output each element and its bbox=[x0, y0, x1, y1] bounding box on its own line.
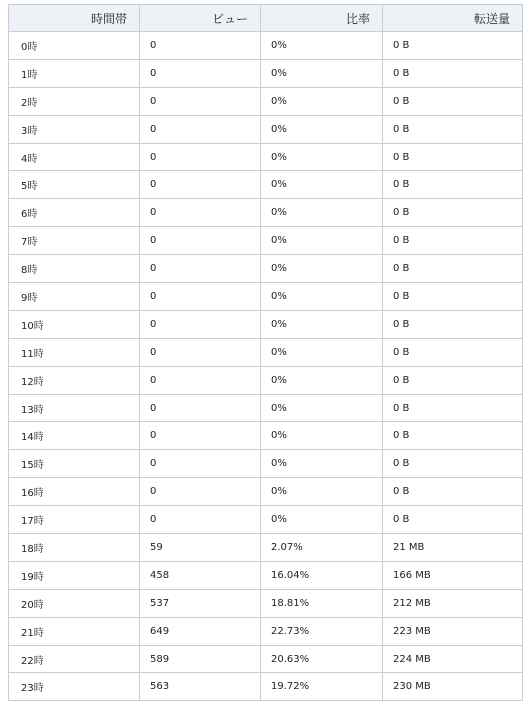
views-cell: 0 bbox=[140, 171, 261, 199]
transfer-cell: 0 B bbox=[383, 338, 523, 366]
transfer-cell: 0 B bbox=[383, 115, 523, 143]
hourly-stats-table bbox=[8, 4, 523, 701]
table-row bbox=[9, 310, 523, 338]
hour-cell: 15時 bbox=[9, 450, 140, 478]
views-cell: 0 bbox=[140, 115, 261, 143]
transfer-cell: 212 MB bbox=[383, 589, 523, 617]
hour-cell: 23時 bbox=[9, 673, 140, 701]
table-header bbox=[9, 5, 523, 32]
table-row bbox=[9, 143, 523, 171]
table-row bbox=[9, 283, 523, 311]
transfer-cell: 0 B bbox=[383, 366, 523, 394]
table-row bbox=[9, 422, 523, 450]
table-row bbox=[9, 478, 523, 506]
table-row bbox=[9, 534, 523, 562]
column-header-views: ビュー bbox=[140, 5, 261, 32]
table-row bbox=[9, 171, 523, 199]
ratio-cell: 16.04% bbox=[261, 561, 383, 589]
views-cell: 0 bbox=[140, 227, 261, 255]
views-cell: 0 bbox=[140, 283, 261, 311]
table-body bbox=[9, 32, 523, 701]
transfer-cell: 0 B bbox=[383, 283, 523, 311]
transfer-cell: 0 B bbox=[383, 478, 523, 506]
transfer-cell: 166 MB bbox=[383, 561, 523, 589]
hour-cell: 14時 bbox=[9, 422, 140, 450]
hour-cell: 11時 bbox=[9, 338, 140, 366]
transfer-cell: 223 MB bbox=[383, 617, 523, 645]
views-cell: 537 bbox=[140, 589, 261, 617]
transfer-cell: 0 B bbox=[383, 310, 523, 338]
transfer-cell: 21 MB bbox=[383, 534, 523, 562]
views-cell: 0 bbox=[140, 338, 261, 366]
views-cell: 0 bbox=[140, 199, 261, 227]
transfer-cell: 0 B bbox=[383, 422, 523, 450]
table-row bbox=[9, 589, 523, 617]
views-cell: 59 bbox=[140, 534, 261, 562]
views-cell: 0 bbox=[140, 478, 261, 506]
views-cell: 589 bbox=[140, 645, 261, 673]
views-cell: 563 bbox=[140, 673, 261, 701]
ratio-cell: 0% bbox=[261, 422, 383, 450]
ratio-cell: 0% bbox=[261, 87, 383, 115]
table-row bbox=[9, 87, 523, 115]
ratio-cell: 0% bbox=[261, 171, 383, 199]
views-cell: 0 bbox=[140, 506, 261, 534]
hour-cell: 19時 bbox=[9, 561, 140, 589]
views-cell: 0 bbox=[140, 32, 261, 60]
header-row bbox=[9, 5, 523, 32]
ratio-cell: 0% bbox=[261, 199, 383, 227]
transfer-cell: 0 B bbox=[383, 394, 523, 422]
transfer-cell: 0 B bbox=[383, 255, 523, 283]
table-row bbox=[9, 561, 523, 589]
views-cell: 458 bbox=[140, 561, 261, 589]
ratio-cell: 0% bbox=[261, 450, 383, 478]
hour-cell: 0時 bbox=[9, 32, 140, 60]
views-cell: 0 bbox=[140, 394, 261, 422]
ratio-cell: 0% bbox=[261, 227, 383, 255]
hour-cell: 6時 bbox=[9, 199, 140, 227]
hour-cell: 17時 bbox=[9, 506, 140, 534]
hour-cell: 9時 bbox=[9, 283, 140, 311]
ratio-cell: 0% bbox=[261, 255, 383, 283]
column-header-ratio: 比率 bbox=[261, 5, 383, 32]
views-cell: 0 bbox=[140, 422, 261, 450]
hour-cell: 1時 bbox=[9, 59, 140, 87]
transfer-cell: 230 MB bbox=[383, 673, 523, 701]
transfer-cell: 0 B bbox=[383, 227, 523, 255]
views-cell: 0 bbox=[140, 255, 261, 283]
column-header-time-slot: 時間帯 bbox=[9, 5, 140, 32]
views-cell: 0 bbox=[140, 366, 261, 394]
ratio-cell: 0% bbox=[261, 59, 383, 87]
transfer-cell: 0 B bbox=[383, 199, 523, 227]
table-row bbox=[9, 506, 523, 534]
table-row bbox=[9, 394, 523, 422]
table-row bbox=[9, 450, 523, 478]
transfer-cell: 0 B bbox=[383, 32, 523, 60]
transfer-cell: 0 B bbox=[383, 143, 523, 171]
hour-cell: 20時 bbox=[9, 589, 140, 617]
hour-cell: 10時 bbox=[9, 310, 140, 338]
table-row bbox=[9, 338, 523, 366]
ratio-cell: 20.63% bbox=[261, 645, 383, 673]
hour-cell: 18時 bbox=[9, 534, 140, 562]
transfer-cell: 0 B bbox=[383, 450, 523, 478]
ratio-cell: 0% bbox=[261, 283, 383, 311]
ratio-cell: 0% bbox=[261, 143, 383, 171]
views-cell: 0 bbox=[140, 310, 261, 338]
ratio-cell: 18.81% bbox=[261, 589, 383, 617]
ratio-cell: 0% bbox=[261, 506, 383, 534]
views-cell: 0 bbox=[140, 59, 261, 87]
table-row bbox=[9, 32, 523, 60]
column-header-transfer: 転送量 bbox=[383, 5, 523, 32]
hour-cell: 2時 bbox=[9, 87, 140, 115]
hour-cell: 7時 bbox=[9, 227, 140, 255]
hour-cell: 4時 bbox=[9, 143, 140, 171]
ratio-cell: 22.73% bbox=[261, 617, 383, 645]
hour-cell: 22時 bbox=[9, 645, 140, 673]
hour-cell: 16時 bbox=[9, 478, 140, 506]
hour-cell: 5時 bbox=[9, 171, 140, 199]
ratio-cell: 0% bbox=[261, 338, 383, 366]
transfer-cell: 0 B bbox=[383, 171, 523, 199]
transfer-cell: 0 B bbox=[383, 506, 523, 534]
ratio-cell: 0% bbox=[261, 478, 383, 506]
ratio-cell: 0% bbox=[261, 32, 383, 60]
ratio-cell: 19.72% bbox=[261, 673, 383, 701]
ratio-cell: 2.07% bbox=[261, 534, 383, 562]
table-row bbox=[9, 617, 523, 645]
hour-cell: 13時 bbox=[9, 394, 140, 422]
ratio-cell: 0% bbox=[261, 115, 383, 143]
views-cell: 649 bbox=[140, 617, 261, 645]
ratio-cell: 0% bbox=[261, 366, 383, 394]
views-cell: 0 bbox=[140, 450, 261, 478]
hour-cell: 12時 bbox=[9, 366, 140, 394]
hour-cell: 21時 bbox=[9, 617, 140, 645]
table-row bbox=[9, 645, 523, 673]
table-row bbox=[9, 227, 523, 255]
views-cell: 0 bbox=[140, 87, 261, 115]
table-row bbox=[9, 366, 523, 394]
table-row bbox=[9, 199, 523, 227]
hour-cell: 8時 bbox=[9, 255, 140, 283]
views-cell: 0 bbox=[140, 143, 261, 171]
table-row bbox=[9, 59, 523, 87]
transfer-cell: 0 B bbox=[383, 59, 523, 87]
table-row bbox=[9, 673, 523, 701]
hour-cell: 3時 bbox=[9, 115, 140, 143]
table-row bbox=[9, 115, 523, 143]
transfer-cell: 0 B bbox=[383, 87, 523, 115]
table-row bbox=[9, 255, 523, 283]
ratio-cell: 0% bbox=[261, 310, 383, 338]
ratio-cell: 0% bbox=[261, 394, 383, 422]
transfer-cell: 224 MB bbox=[383, 645, 523, 673]
